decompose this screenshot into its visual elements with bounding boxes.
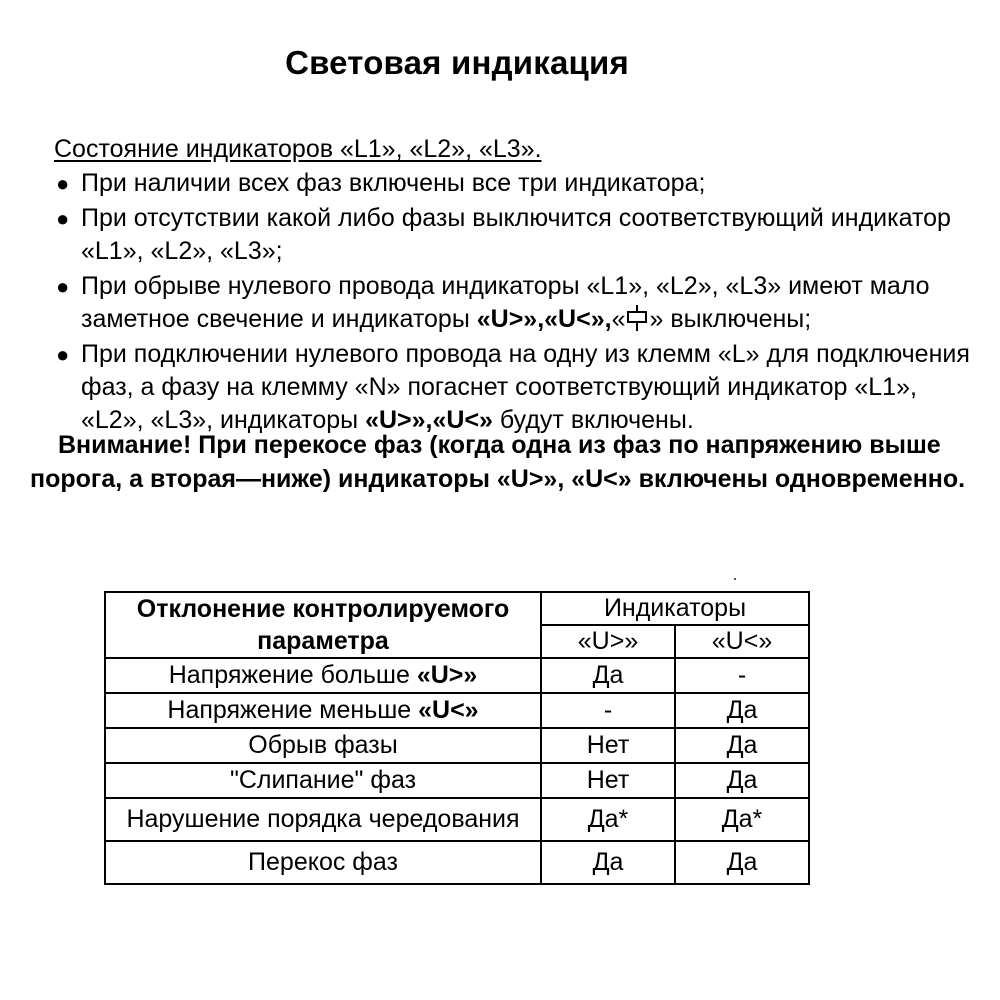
u-lt-header: «U<» bbox=[675, 625, 809, 658]
bullet-text: будут включены. bbox=[492, 406, 694, 434]
param-header: Отклонение контролируемого параметра bbox=[105, 592, 541, 658]
relay-lamp-icon bbox=[625, 303, 649, 333]
bullet-icon: ● bbox=[56, 206, 70, 231]
bullet-list bbox=[54, 167, 974, 439]
cell-u-lt: - bbox=[675, 658, 809, 693]
cell-u-gt: - bbox=[541, 693, 675, 728]
warning-note: Внимание! При перекосе фаз (когда одна из фаз по напряжению выше порога, а вторая—ниже) индикаторы «U>», «U<» включены одновременно. bbox=[30, 431, 966, 493]
bullet-text: При отсутствии какой либо фазы выключится соответствующий индикатор «L1», «L2», «L3»; bbox=[81, 204, 951, 265]
page-title: Световая индикация bbox=[285, 44, 629, 81]
table-row bbox=[105, 693, 809, 728]
bullet-icon: ● bbox=[56, 342, 70, 367]
speck-mark bbox=[734, 578, 736, 580]
bullet-icon: ● bbox=[56, 274, 70, 299]
table-row bbox=[105, 728, 809, 763]
row-name: "Слипание" фаз bbox=[105, 763, 541, 798]
list-item bbox=[54, 167, 974, 200]
indicators-header: Индикаторы bbox=[541, 592, 809, 625]
cell-u-lt: Да bbox=[675, 841, 809, 884]
bullet-text: « bbox=[611, 305, 626, 333]
table-row bbox=[105, 841, 809, 884]
cell-u-gt: Да bbox=[541, 841, 675, 884]
bullet-text: » выключены; bbox=[649, 305, 812, 333]
indicator-table bbox=[104, 591, 810, 885]
table-row bbox=[105, 658, 809, 693]
cell-u-lt: Да bbox=[675, 763, 809, 798]
bullet-text: При наличии всех фаз включены все три индикатора; bbox=[81, 169, 706, 197]
list-item bbox=[54, 202, 974, 268]
cell-u-lt: Да* bbox=[675, 798, 809, 841]
list-item bbox=[54, 270, 974, 336]
row-name: Напряжение меньше «U<» bbox=[105, 693, 541, 728]
table-row bbox=[105, 798, 809, 841]
list-item bbox=[54, 338, 974, 437]
cell-u-gt: Да* bbox=[541, 798, 675, 841]
cell-u-lt: Да bbox=[675, 728, 809, 763]
table-row bbox=[105, 763, 809, 798]
bullet-icon: ● bbox=[56, 171, 70, 196]
cell-u-gt: Нет bbox=[541, 763, 675, 798]
cell-u-gt: Нет bbox=[541, 728, 675, 763]
section-subtitle: Состояние индикаторов «L1», «L2», «L3». bbox=[54, 135, 542, 163]
u-gt-header: «U>» bbox=[541, 625, 675, 658]
bullet-text: При обрыве нулевого провода индикаторы «L1», «L2», «L3» имеют мало заметное свечение и индикаторы bbox=[81, 272, 930, 333]
row-name: Нарушение порядка чередования bbox=[105, 798, 541, 841]
row-name: Обрыв фазы bbox=[105, 728, 541, 763]
row-name: Перекос фаз bbox=[105, 841, 541, 884]
bullet-bold-text: «U>»,«U<», bbox=[476, 305, 612, 333]
row-name: Напряжение больше «U>» bbox=[105, 658, 541, 693]
cell-u-lt: Да bbox=[675, 693, 809, 728]
bullet-text: При подключении нулевого провода на одну из клемм «L» для подключения фаз, а фазу на клемму «N» погаснет соответствующий индикатор «L1», «L2», «L3», индикаторы bbox=[81, 340, 970, 434]
cell-u-gt: Да bbox=[541, 658, 675, 693]
bullet-bold-text: «U>»,«U<» bbox=[365, 406, 493, 434]
